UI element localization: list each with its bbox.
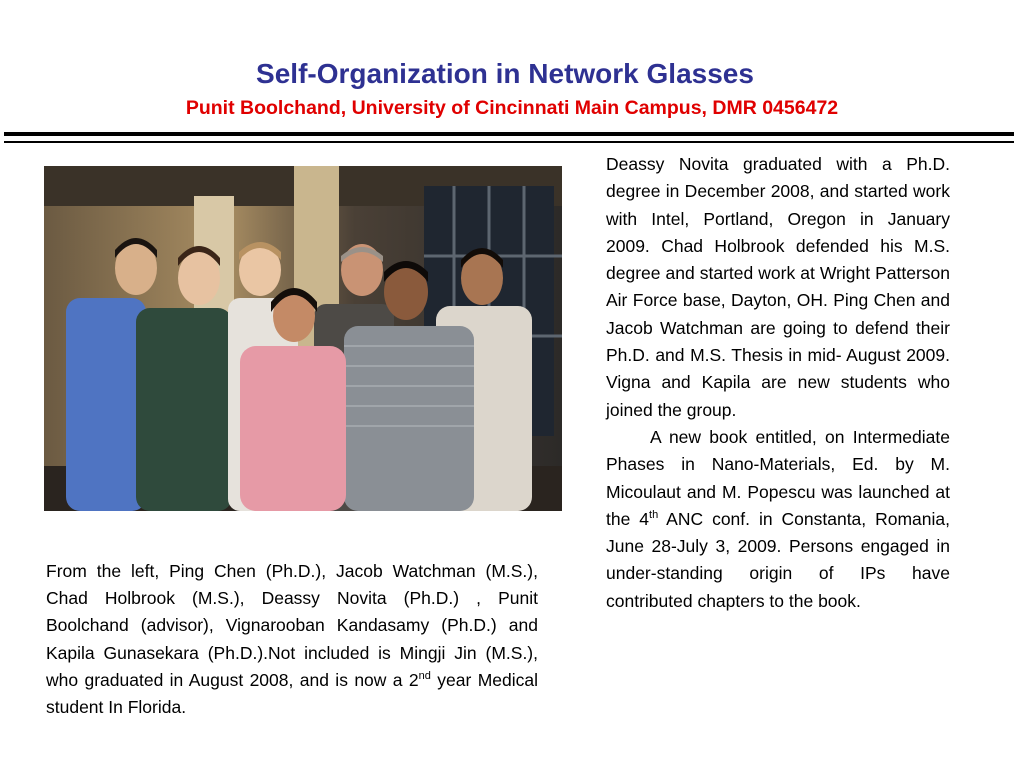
divider-thin bbox=[4, 141, 1014, 143]
group-photo bbox=[44, 166, 562, 511]
page-title: Self-Organization in Network Glasses bbox=[256, 58, 754, 89]
caption-superscript: nd bbox=[418, 669, 431, 682]
photo-caption bbox=[46, 558, 538, 721]
page-subtitle: Punit Boolchand, University of Cincinnati Main Campus, DMR 0456472 bbox=[185, 97, 839, 119]
news-paragraph-1: Deassy Novita graduated with a Ph.D. degree in December 2008, and started work with Intel, Portland, Oregon in January 2009. Chad Holbrook defended his M.S. degree and started work at Wright Patterson Air Force base, Dayton, OH. Ping Chen and Jacob Watchman are going to defend their Ph.D. and M.S. Thesis in mid- August 2009. Vigna and Kapila are new students who joined the group. bbox=[606, 154, 950, 420]
caption-text-end: year Medical student In Florida. bbox=[46, 669, 539, 718]
news-paragraph-2-text: A new book entitled, on Intermediate Phases in Nano-Materials, Ed. by M. Micoulaut and M. Popescu was launched at the 4 bbox=[606, 426, 950, 529]
news-paragraph-2 bbox=[606, 424, 950, 615]
divider-thick bbox=[4, 132, 1014, 136]
news-column bbox=[606, 151, 950, 615]
news-paragraph-2-text-end: ANC conf. in Constanta, Romania, June 28-July 3, 2009. Persons engaged in under-standing origin of IPs have contributed chapters to the book. bbox=[606, 508, 950, 611]
news-paragraph-2-superscript: th bbox=[649, 509, 659, 522]
caption-text: From the left, Ping Chen (Ph.D.), Jacob Watchman (M.S.), Chad Holbrook (M.S.), Deassy Novita (Ph.D.) , Punit Boolchand (advisor), Vignarooban Kandasamy (Ph.D.) and Kapila Gunasekara (Ph.D.).Not included is Mingji Jin (M.S.), who graduated in August 2008, and is now a 2 bbox=[46, 561, 538, 690]
